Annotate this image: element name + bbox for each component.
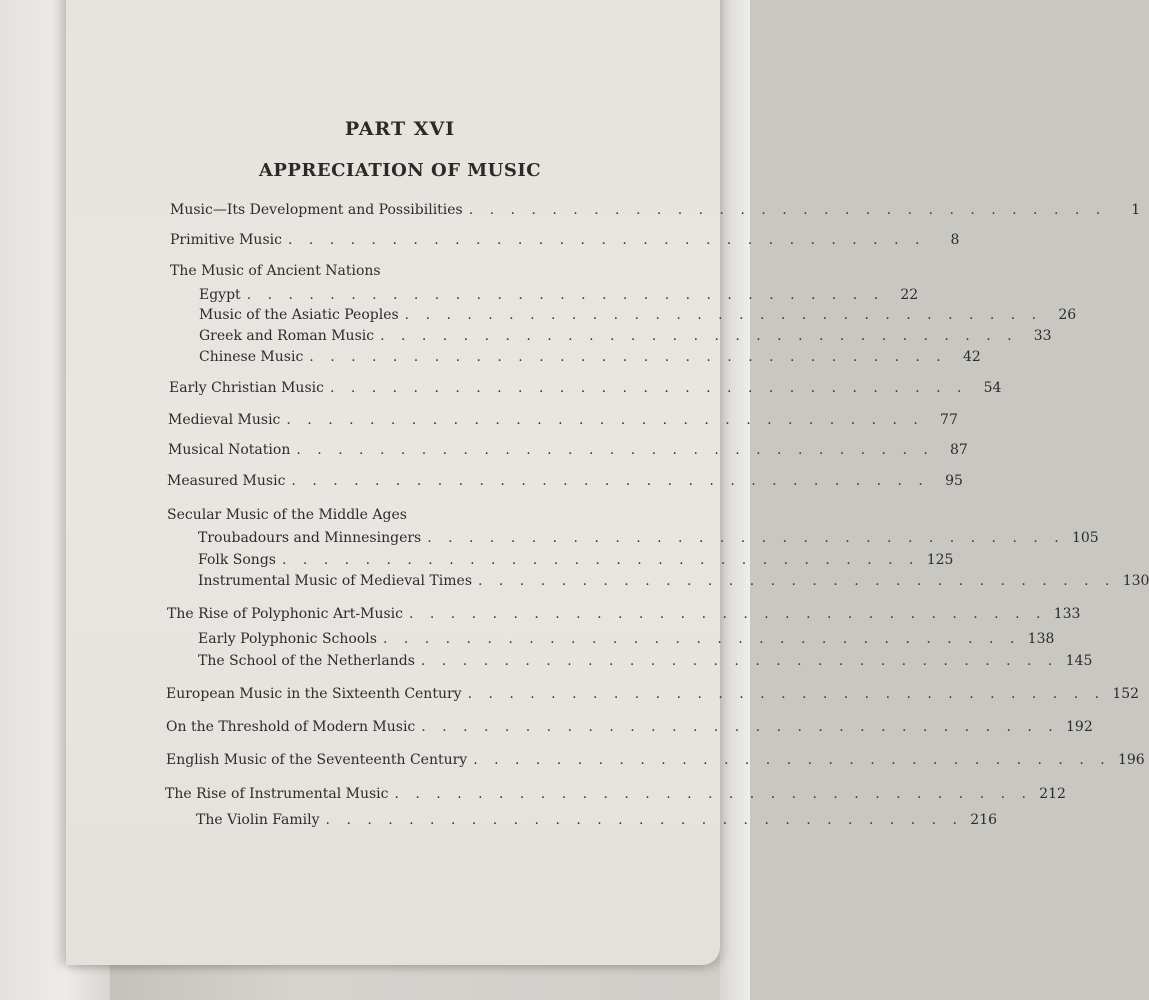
toc-group-heading: The Music of Ancient Nations xyxy=(170,263,381,279)
toc-entry xyxy=(199,349,981,365)
toc-entry-label: Music—Its Development and Possibilities xyxy=(170,202,463,218)
toc-entry-page: 1 xyxy=(1131,202,1141,218)
toc-entry-label: Chinese Music xyxy=(199,349,304,365)
section-title: APPRECIATION OF MUSIC xyxy=(258,160,542,181)
leader-dots: . . . . . . . . . . . . . . . . . . . . . . . . . . . . . . . xyxy=(287,232,926,248)
toc-entry-page: 33 xyxy=(1033,328,1052,344)
toc-entry-label: The Violin Family xyxy=(196,812,320,828)
toc-entry-label: Primitive Music xyxy=(170,232,282,248)
toc-entry-label: Egypt xyxy=(199,287,241,303)
toc-entry xyxy=(198,573,1149,589)
toc-entry-label: On the Threshold of Modern Music xyxy=(166,719,416,735)
toc-entry xyxy=(167,473,963,489)
right-page-edge xyxy=(720,0,750,1000)
leader-dots: . . . . . . . . . . . . . . . . . . . . . . . . . . . . . . . xyxy=(467,686,1106,702)
toc-entry-label: Troubadours and Minnesingers xyxy=(198,530,422,546)
toc-entry xyxy=(199,287,919,303)
leader-dots: . . . . . . . . . . . . . . . . . . . . . . . . . . . . . . . xyxy=(286,412,924,428)
toc-entry-label: Greek and Roman Music xyxy=(199,328,375,344)
toc-entry-label: Musical Notation xyxy=(168,442,291,458)
toc-entry-page: 216 xyxy=(970,812,998,828)
leader-dots: . . . . . . . . . . . . . . . . . . . . . . . . . . . . . . . xyxy=(473,752,1111,768)
toc-entry-page: 133 xyxy=(1053,606,1081,622)
leader-dots: . . . . . . . . . . . . . . . . . . . . . . . . . . . . . . . xyxy=(291,473,929,489)
toc-entry xyxy=(166,686,1140,702)
toc-entry-page: 105 xyxy=(1071,530,1099,546)
leader-dots: . . . . . . . . . . . . . . . . . . . . . . . . . . . . . . . xyxy=(478,573,1116,589)
toc-entry xyxy=(199,328,1052,344)
toc-entry xyxy=(198,653,1093,669)
leader-dots: . . . . . . . . . . . . . . . . . . . . . . . . . . . . . . . xyxy=(296,442,934,458)
toc-entry-label: Measured Music xyxy=(167,473,286,489)
toc-entry-page: 125 xyxy=(926,552,954,568)
leader-dots: . . . . . . . . . . . . . . . . . . . . . . . . . . . . . . . xyxy=(325,812,964,828)
leader-dots: . . . . . . . . . . . . . . . . . . . . . . . . . . . . . . . xyxy=(420,653,1059,669)
toc-entry-label: The Rise of Instrumental Music xyxy=(165,786,389,802)
toc-entry-page: 77 xyxy=(940,412,958,428)
toc-entry-page: 87 xyxy=(949,442,968,458)
leader-dots: . . . . . . . . . . . . . . . . . . . . . . . . . . . . . . . xyxy=(404,307,1043,323)
toc-group-heading: Secular Music of the Middle Ages xyxy=(167,507,407,523)
toc-entry-label: The School of the Netherlands xyxy=(198,653,415,669)
toc-entry xyxy=(169,380,1002,396)
leader-dots: . . . . . . . . . . . . . . . . . . . . . . . . . . . . . . . xyxy=(246,287,885,303)
toc-entry-label: European Music in the Sixteenth Century xyxy=(166,686,462,702)
toc-entry-page: 42 xyxy=(962,349,981,365)
leader-dots: . . . . . . . . . . . . . . . . . . . . . . . . . . . . . . . xyxy=(394,786,1032,802)
toc-entry xyxy=(199,307,1077,323)
toc-entry-label: Instrumental Music of Medieval Times xyxy=(198,573,472,589)
part-heading: PART XVI xyxy=(344,118,456,140)
toc-entry xyxy=(167,606,1081,622)
toc-entry-page: 152 xyxy=(1112,686,1140,702)
leader-dots: . . . . . . . . . . . . . . . . . . . . . . . . . . . . . . . xyxy=(427,530,1065,546)
toc-entry xyxy=(198,530,1099,546)
toc-entry-page: 22 xyxy=(900,287,919,303)
toc-entry-page: 54 xyxy=(983,380,1002,396)
toc-entry xyxy=(166,752,1145,768)
toc-entry-page: 196 xyxy=(1117,752,1145,768)
toc-entry-label: Early Polyphonic Schools xyxy=(198,631,377,647)
leader-dots: . . . . . . . . . . . . . . . . . . . . . . . . . . . . . . . xyxy=(421,719,1059,735)
toc-entry xyxy=(166,719,1093,735)
toc-entry-label: Folk Songs xyxy=(198,552,276,568)
toc-entry-label: Medieval Music xyxy=(168,412,281,428)
toc-entry-page: 145 xyxy=(1065,653,1093,669)
toc-entry xyxy=(170,202,1141,218)
toc-entry-page: 26 xyxy=(1058,307,1077,323)
toc-entry xyxy=(168,442,968,458)
leader-dots: . . . . . . . . . . . . . . . . . . . . . . . . . . . . . . . xyxy=(468,202,1107,218)
leader-dots: . . . . . . . . . . . . . . . . . . . . . . . . . . . . . . . xyxy=(281,552,920,568)
toc-entry-label: Music of the Asiatic Peoples xyxy=(199,307,399,323)
leader-dots: . . . . . . . . . . . . . . . . . . . . . . . . . . . . . . . xyxy=(329,380,968,396)
toc-entry-label: English Music of the Seventeenth Century xyxy=(166,752,468,768)
toc-entry-page: 138 xyxy=(1027,631,1055,647)
leader-dots: . . . . . . . . . . . . . . . . . . . . . . . . . . . . . . . xyxy=(408,606,1047,622)
toc-entry-page: 130 xyxy=(1122,573,1149,589)
toc-entry xyxy=(198,552,954,568)
toc-entry-label: The Rise of Polyphonic Art-Music xyxy=(167,606,403,622)
toc-entry xyxy=(198,631,1055,647)
toc-entry-page: 212 xyxy=(1039,786,1066,802)
toc-entry xyxy=(196,812,998,828)
toc-entry xyxy=(170,232,960,248)
toc-entry-page: 192 xyxy=(1066,719,1093,735)
toc-entry-page: 95 xyxy=(945,473,963,489)
toc-entry xyxy=(168,412,958,428)
leader-dots: . . . . . . . . . . . . . . . . . . . . . . . . . . . . . . . xyxy=(309,349,947,365)
leader-dots: . . . . . . . . . . . . . . . . . . . . . . . . . . . . . . . xyxy=(382,631,1021,647)
toc-entry-label: Early Christian Music xyxy=(169,380,324,396)
leader-dots: . . . . . . . . . . . . . . . . . . . . . . . . . . . . . . . xyxy=(380,328,1018,344)
toc-entry-page: 8 xyxy=(950,232,960,248)
toc-entry xyxy=(165,786,1066,802)
